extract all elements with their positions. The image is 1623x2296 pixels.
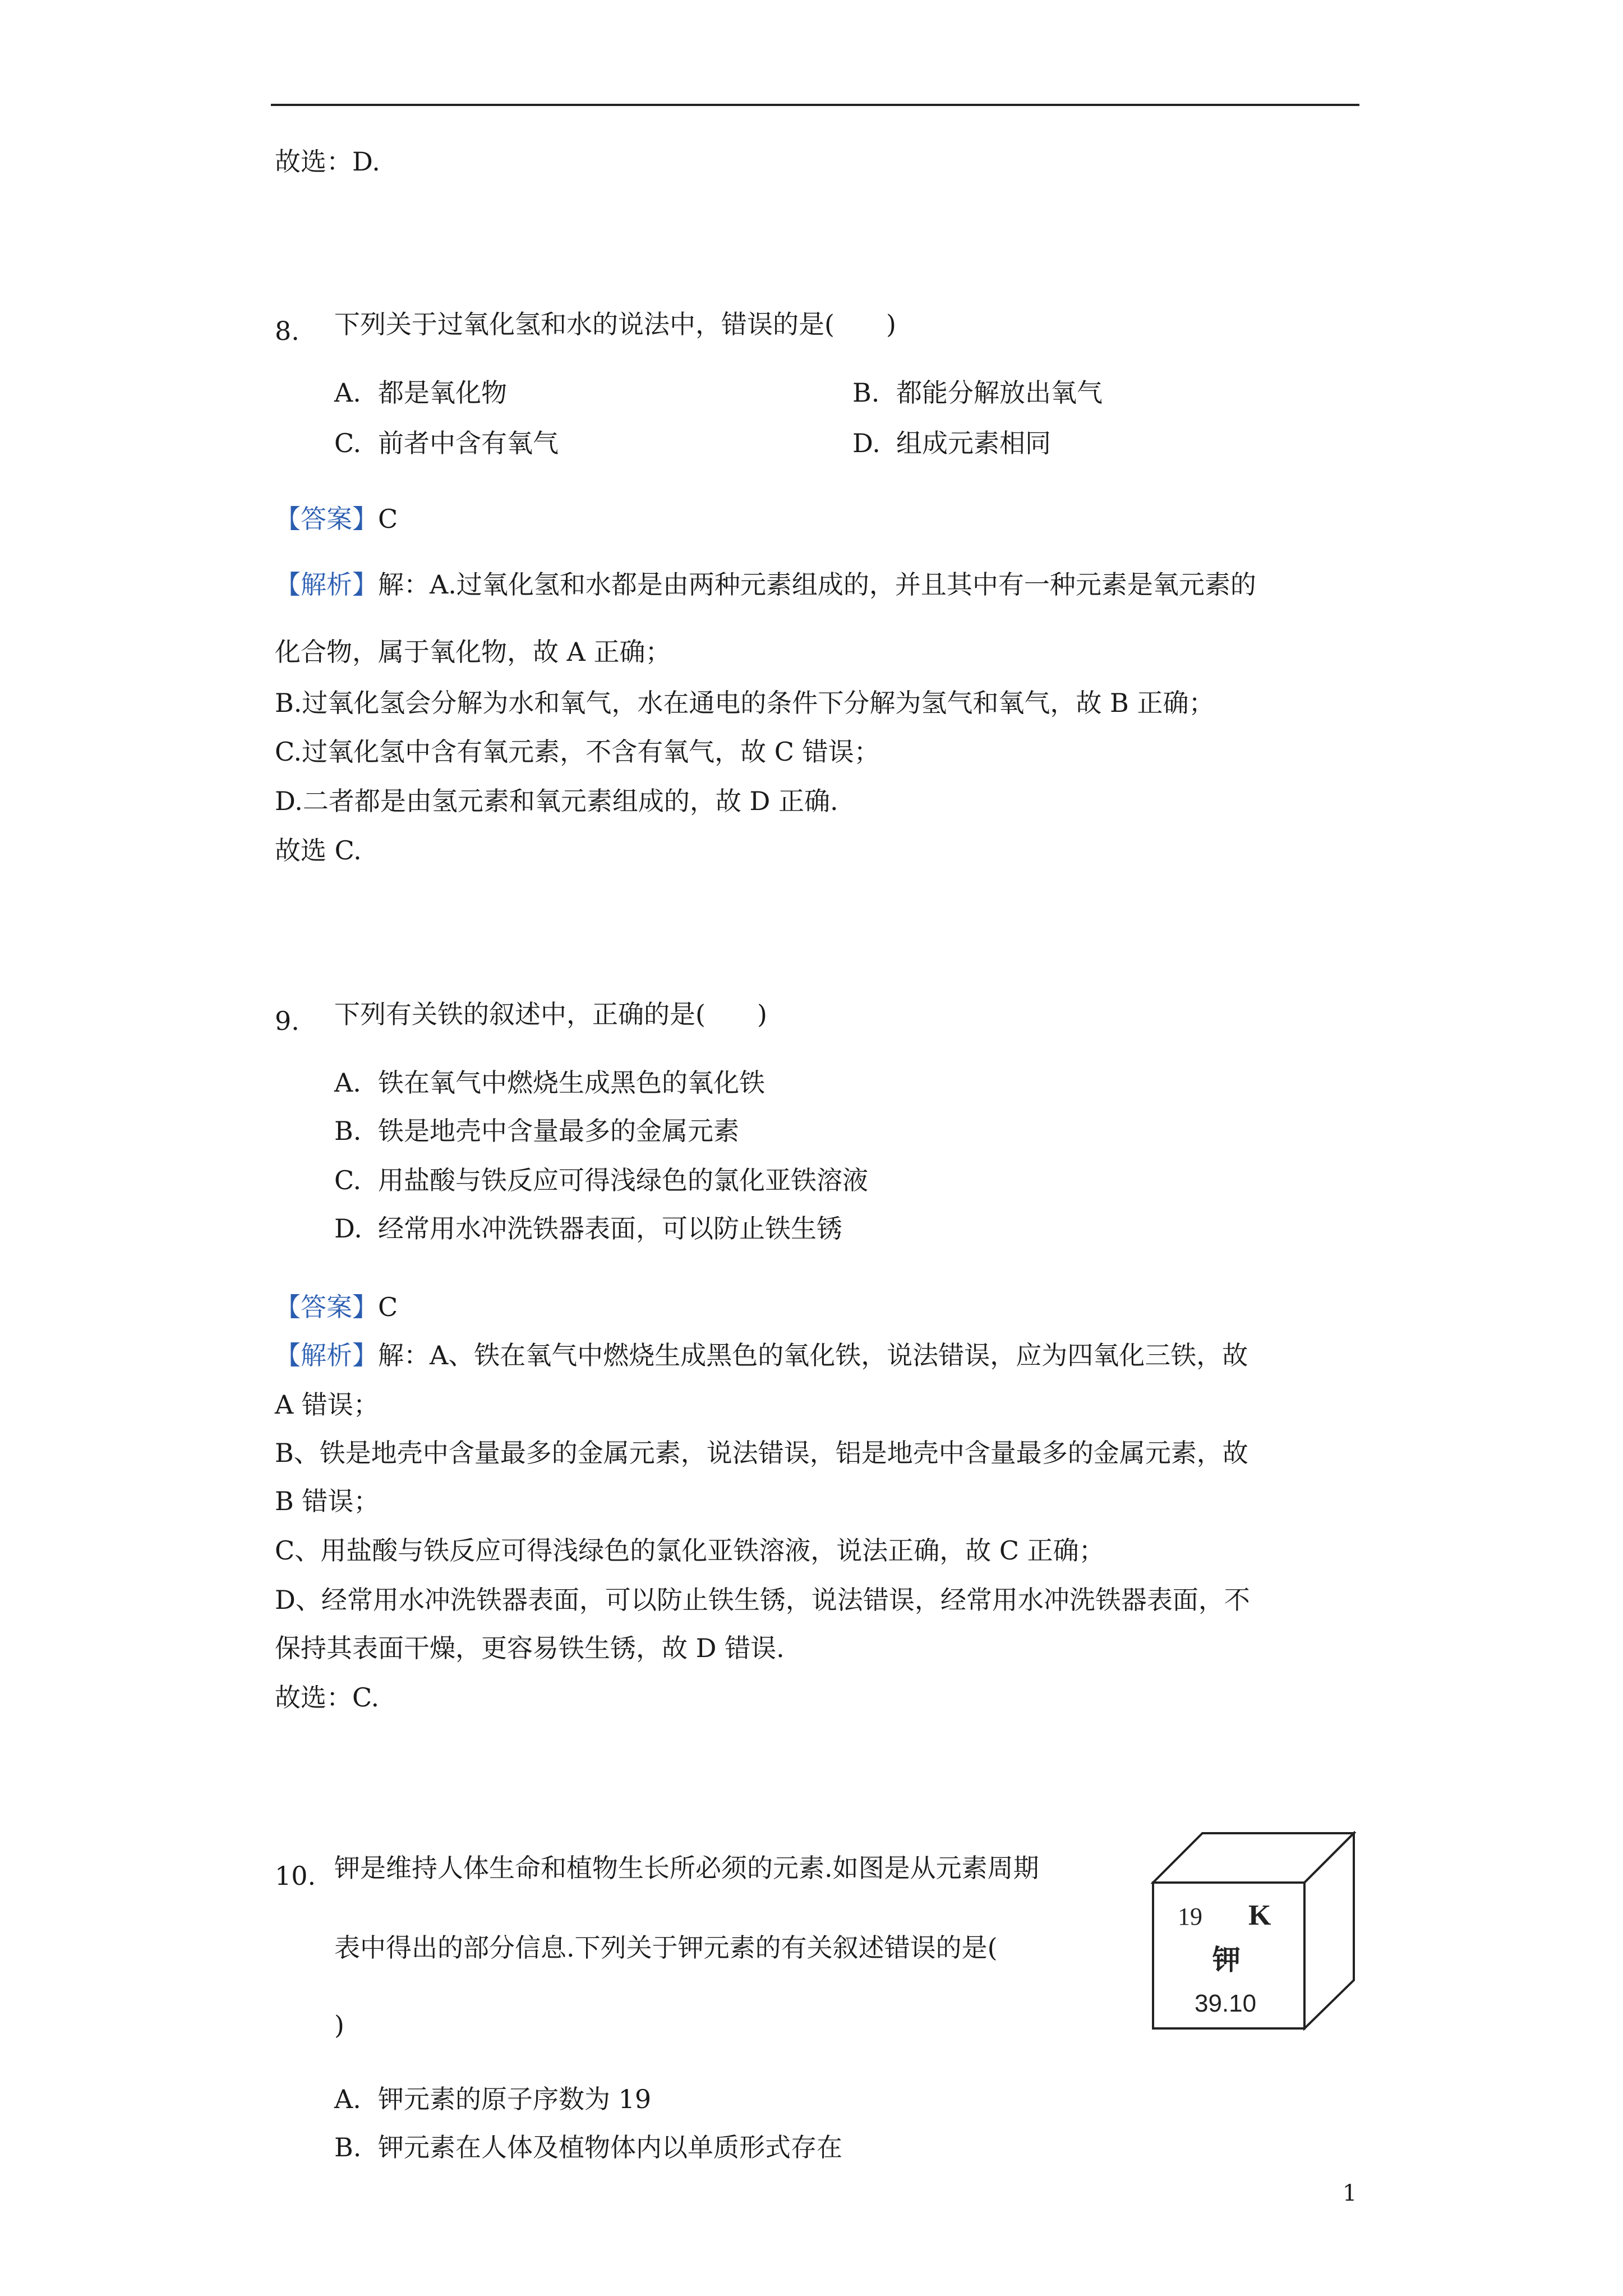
option-d: D. 经常用水冲洗铁器表面，可以防止铁生锈 bbox=[334, 1213, 842, 1244]
answer-value: C bbox=[378, 1292, 398, 1322]
answer-tag: 【答案】 bbox=[275, 504, 378, 534]
option-a: A. 铁在氧气中燃烧生成黑色的氧化铁 bbox=[334, 1068, 765, 1098]
analysis-tag: 【解析】 bbox=[275, 1340, 378, 1370]
option-b: B. 铁是地壳中含量最多的金属元素 bbox=[334, 1116, 739, 1146]
option-c: C. 前者中含有氧气 bbox=[334, 428, 559, 458]
analysis-line: 保持其表面干燥，更容易铁生锈，故 D 错误. bbox=[275, 1633, 785, 1663]
option-a: A. 钾元素的原子序数为 19 bbox=[334, 2084, 652, 2114]
option-b: B. 都能分解放出氧气 bbox=[852, 378, 1103, 408]
analysis-line: D、经常用水冲洗铁器表面，可以防止铁生锈，说法错误，经常用水冲洗铁器表面，不 bbox=[275, 1585, 1250, 1615]
atomic-mass: 39.10 bbox=[1195, 1990, 1257, 2017]
analysis-line: A 错误； bbox=[275, 1389, 379, 1420]
option-d: D. 组成元素相同 bbox=[852, 428, 1051, 458]
question-stem: 下列有关铁的叙述中，正确的是( ) bbox=[334, 999, 767, 1029]
question-number: 9. bbox=[275, 1006, 299, 1036]
answer-value: C bbox=[378, 504, 398, 534]
option-c: C. 用盐酸与铁反应可得浅绿色的氯化亚铁溶液 bbox=[334, 1165, 868, 1195]
analysis-line: C.过氧化氢中含有氧元素，不含有氧气，故 C 错误； bbox=[275, 737, 880, 767]
prev-choose: 故选：D. bbox=[275, 146, 380, 177]
element-name: 钾 bbox=[1212, 1944, 1241, 1976]
question-stem: ) bbox=[334, 2010, 344, 2040]
page-number: 1 bbox=[1343, 2180, 1357, 2206]
analysis-line: D.二者都是由氢元素和氧元素组成的，故 D 正确. bbox=[275, 786, 838, 816]
element-symbol: K bbox=[1248, 1899, 1271, 1931]
atomic-number: 19 bbox=[1178, 1903, 1202, 1930]
option-a: A. 都是氧化物 bbox=[334, 378, 507, 408]
analysis-line: 化合物，属于氧化物，故 A 正确； bbox=[275, 637, 671, 667]
question-stem: 表中得出的部分信息.下列关于钾元素的有关叙述错误的是( bbox=[334, 1932, 998, 1963]
answer-line bbox=[275, 1290, 398, 1324]
analysis-line: 【解析】解：A.过氧化氢和水都是由两种元素组成的，并且其中有一种元素是氧元素的 bbox=[275, 569, 1256, 600]
analysis-line: B.过氧化氢会分解为水和氧气，水在通电的条件下分解为氢气和氧气，故 B 正确； bbox=[275, 688, 1215, 718]
question-stem: 下列关于过氧化氢和水的说法中，错误的是( ) bbox=[334, 309, 896, 339]
analysis-line: 故选 C. bbox=[275, 835, 362, 866]
question-number: 10. bbox=[275, 1861, 316, 1891]
answer-line bbox=[275, 502, 398, 536]
answer-tag: 【答案】 bbox=[275, 1292, 378, 1322]
analysis-line: 故选：C. bbox=[275, 1682, 380, 1713]
header-rule bbox=[271, 104, 1359, 106]
question-number: 8. bbox=[275, 316, 299, 346]
analysis-line: 【解析】解：A、铁在氧气中燃烧生成黑色的氧化铁，说法错误，应为四氧化三铁，故 bbox=[275, 1340, 1248, 1370]
option-b: B. 钾元素在人体及植物体内以单质形式存在 bbox=[334, 2132, 842, 2162]
question-stem: 钾是维持人体生命和植物生长所必须的元素.如图是从元素周期 bbox=[334, 1853, 1039, 1883]
analysis-tag: 【解析】 bbox=[275, 569, 378, 600]
analysis-line: B 错误； bbox=[275, 1486, 380, 1516]
analysis-line: C、用盐酸与铁反应可得浅绿色的氯化亚铁溶液，说法正确，故 C 正确； bbox=[275, 1535, 1105, 1566]
analysis-line: B、铁是地壳中含量最多的金属元素，说法错误，铝是地壳中含量最多的金属元素，故 bbox=[275, 1438, 1248, 1468]
element-cube-figure bbox=[1151, 1831, 1356, 2031]
